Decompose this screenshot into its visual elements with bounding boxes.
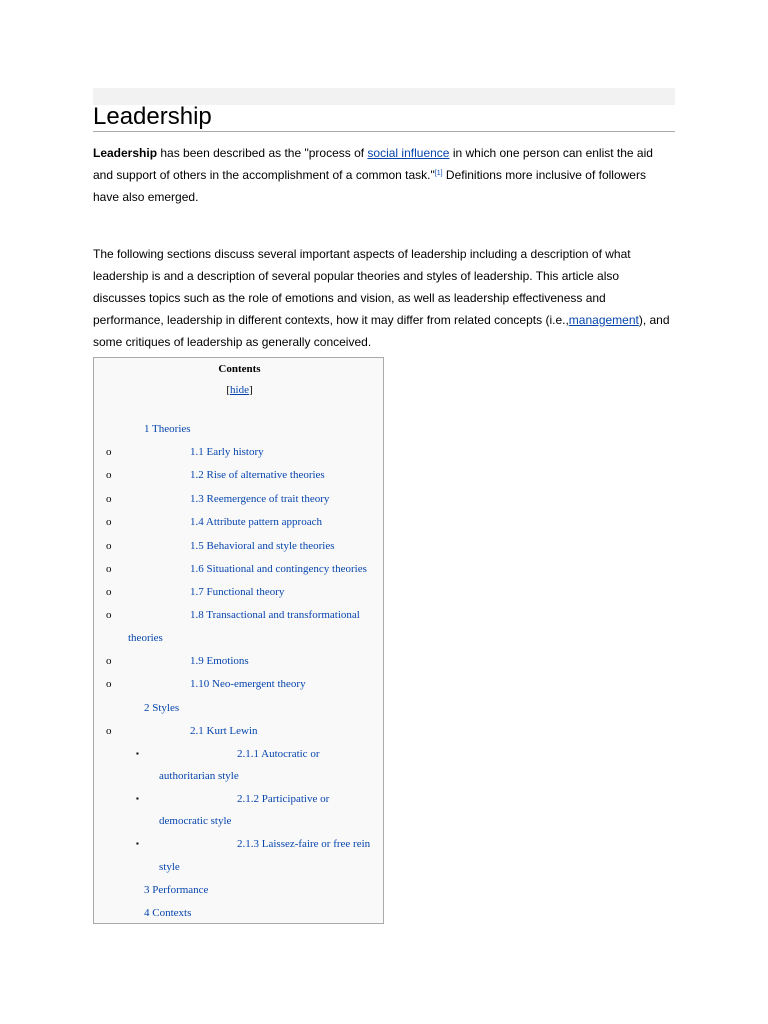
toc-bullet: o — [106, 469, 112, 481]
toc-bullet: o — [106, 493, 112, 505]
toc-item-theories[interactable]: 1 Theories — [144, 423, 191, 435]
toc-hide-toggle: [hide] — [226, 384, 253, 396]
intro-text-3: Definitions more inclusive of followers have also emerged. — [93, 168, 646, 204]
toc-item-early-history[interactable]: 1.1 Early history — [190, 446, 264, 458]
toc-bullet-square: ▪ — [136, 839, 139, 848]
toc-item-reemergence-of-trait-theory[interactable]: 1.3 Reemergence of trait theory — [190, 493, 330, 505]
toc-title: Contents — [218, 363, 261, 375]
toc-hide-link[interactable]: hide — [230, 384, 249, 396]
title-divider — [93, 131, 675, 132]
overview-paragraph — [93, 243, 673, 353]
reference-link[interactable]: [1] — [434, 170, 443, 177]
toc-item-performance[interactable]: 3 Performance — [144, 884, 209, 896]
toc-bullet: o — [106, 725, 112, 737]
toc-item-transactional-continued[interactable]: theories — [128, 632, 163, 644]
intro-term: Leadership — [93, 146, 158, 160]
toc-item-rise-of-alternative-theories[interactable]: 1.2 Rise of alternative theories — [190, 469, 325, 481]
toc-bullet: o — [106, 678, 112, 690]
toc-bullet: o — [106, 586, 112, 598]
toc-item-kurt-lewin[interactable]: 2.1 Kurt Lewin — [190, 725, 258, 737]
toc-item-styles[interactable]: 2 Styles — [144, 702, 180, 714]
toc-bullet: o — [106, 446, 112, 458]
toc-item-behavioral-and-style-theories[interactable]: 1.5 Behavioral and style theories — [190, 540, 335, 552]
table-of-contents — [93, 357, 384, 924]
toc-item-attribute-pattern-approach[interactable]: 1.4 Attribute pattern approach — [190, 516, 322, 528]
toc-item-participative-continued[interactable]: democratic style — [159, 815, 232, 827]
toc-item-emotions[interactable]: 1.9 Emotions — [190, 655, 249, 667]
intro-text-2: in which one person can enlist the aid and support of others in the accomplishment of a common task." — [93, 146, 653, 182]
toc-item-autocratic[interactable]: 2.1.1 Autocratic or — [237, 748, 320, 760]
toc-bullet: o — [106, 516, 112, 528]
toc-item-transactional-and-transformational[interactable]: 1.8 Transactional and transformational — [190, 609, 360, 621]
intro-paragraph — [93, 142, 673, 208]
toc-bullet: o — [106, 563, 112, 575]
toc-bullet: o — [106, 609, 112, 621]
toc-item-situational-and-contingency-theories[interactable]: 1.6 Situational and contingency theories — [190, 563, 367, 575]
toc-bullet-square: ▪ — [136, 749, 139, 758]
toc-item-participative[interactable]: 2.1.2 Participative or — [237, 793, 330, 805]
toc-item-autocratic-continued[interactable]: authoritarian style — [159, 770, 239, 782]
management-link[interactable]: management — [568, 313, 639, 327]
toc-item-laissez-faire-continued[interactable]: style — [159, 861, 180, 873]
toc-bullet: o — [106, 540, 112, 552]
toc-item-neo-emergent-theory[interactable]: 1.10 Neo-emergent theory — [190, 678, 306, 690]
toc-bullet: o — [106, 655, 112, 667]
toc-bullet-square: ▪ — [136, 794, 139, 803]
intro-text-1: has been described as the "process of — [157, 146, 368, 160]
toc-item-contexts[interactable]: 4 Contexts — [144, 907, 192, 919]
toc-item-laissez-faire[interactable]: 2.1.3 Laissez-faire or free rein — [237, 838, 371, 850]
toc-item-functional-theory[interactable]: 1.7 Functional theory — [190, 586, 285, 598]
page-title: Leadership — [93, 103, 212, 130]
social-influence-link[interactable]: social influence — [367, 146, 450, 160]
overview-text-1: The following sections discuss several important aspects of leadership including a description of what leadership is and a description of several popular theories and styles of leadership. This article also discusses topics such as the role of emotions and vision, as well as leadership effectiveness and performance, leadership in different contexts, how it may differ from related concepts (i.e., — [93, 247, 631, 327]
overview-text-2: ), and some critiques of leadership as generally conceived. — [93, 313, 670, 349]
